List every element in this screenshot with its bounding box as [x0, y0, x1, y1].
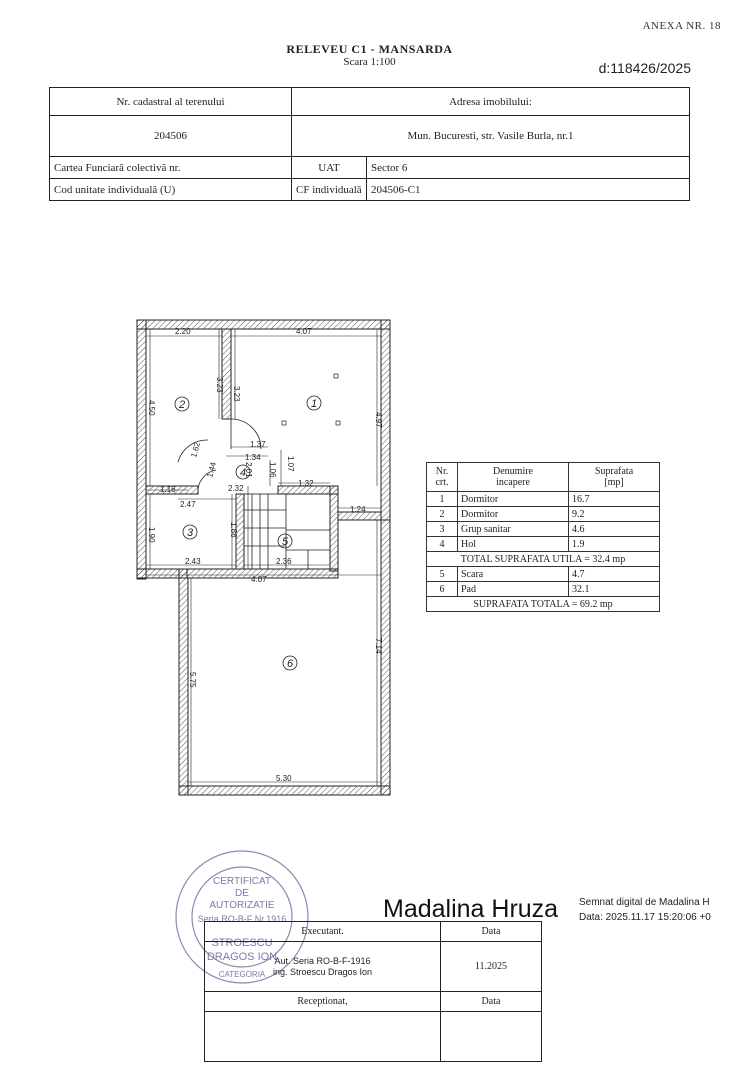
stamp-line: DRAGOS ION — [206, 951, 278, 963]
dim-label: 1.06 — [268, 462, 277, 478]
col-nr-header: Nr. crt. — [427, 463, 458, 492]
stamp-line: DE — [235, 888, 249, 899]
stamp-line: CERTIFICAT — [213, 876, 271, 887]
stamp-line: STROESCU — [211, 937, 273, 949]
dim-label: 1.16 — [160, 485, 176, 494]
dim-label: 1.90 — [147, 527, 156, 543]
dim-label: 5.30 — [276, 774, 292, 783]
wall-pad-bottom — [179, 786, 390, 795]
dim-label: 4.50 — [147, 400, 156, 416]
wall-pad-corner — [179, 569, 187, 578]
total-util-row: TOTAL SUPRAFATA UTILA = 32.4 mp — [427, 552, 660, 567]
cf-individuala-value: 204506-C1 — [367, 179, 690, 201]
signature-line: Data: 2025.11.17 15:20:06 +0 — [579, 912, 711, 923]
dim-label: 4.07 — [251, 575, 267, 584]
dim-label: 1.44 — [205, 461, 218, 479]
dim-label: 2.01 — [244, 462, 253, 478]
executant-label: Executant. — [205, 922, 441, 942]
scale-label: Scara 1:100 — [343, 56, 396, 68]
dim-label: 1.07 — [286, 456, 295, 472]
dim-label: 1.88 — [229, 522, 238, 538]
dim-label: 1.34 — [245, 453, 261, 462]
fixture-3 — [336, 421, 340, 425]
room-number: 4 — [239, 467, 247, 479]
cf-individuala-label: CF individuală — [292, 179, 367, 201]
carte-funciara-label: Cartea Funciară colectivă nr. — [50, 157, 292, 179]
stamp-line: AUTORIZATIE — [209, 900, 275, 911]
dim-label: 2.20 — [175, 327, 191, 336]
dim-label: 4.97 — [374, 412, 383, 428]
fixture-2 — [282, 421, 286, 425]
wall-left-upper — [137, 320, 146, 579]
room-number: 1 — [310, 398, 318, 410]
wall-interior-12 — [222, 329, 231, 419]
dim-label: 1.62 — [189, 441, 202, 459]
rooms-table — [426, 462, 660, 612]
dim-label: 4.07 — [296, 327, 312, 336]
wall-stair-right — [330, 486, 338, 571]
dim-label: 7.14 — [374, 638, 383, 654]
signature-name: Madalina Hruza — [383, 895, 559, 923]
cadastral-header: Nr. cadastral al terenului — [50, 88, 292, 116]
address-header: Adresa imobilului: — [292, 88, 690, 116]
table-row: 6 Pad 32.1 — [427, 582, 660, 597]
table-row: 1 Dormitor 16.7 — [427, 492, 660, 507]
dim-label: 1.24 — [350, 505, 366, 514]
cadastral-number: 204506 — [50, 116, 292, 157]
digital-signature — [579, 895, 711, 925]
room-number: 5 — [281, 536, 289, 548]
col-name-header: Denumire incapere — [458, 463, 569, 492]
col-area-header: Suprafata [mp] — [569, 463, 660, 492]
wall-pad-right — [381, 520, 390, 795]
table-row: 4 Hol 1.9 — [427, 537, 660, 552]
wall-middle — [137, 569, 338, 578]
dim-label: 2.36 — [276, 557, 292, 566]
cod-unitate-label: Cod unitate individuală (U) — [50, 179, 292, 201]
fixture-1 — [334, 374, 338, 378]
dim-label: 3.23 — [215, 377, 224, 393]
data-label: Data — [441, 922, 542, 942]
dim-label: 1.32 — [298, 479, 314, 488]
stamp-line: CATEGORIA — [218, 970, 266, 979]
dim-label: 2.47 — [180, 500, 196, 509]
table-row: 5 Scara 4.7 — [427, 567, 660, 582]
executant-date: 11.2025 — [441, 942, 542, 992]
table-row: 2 Dormitor 9.2 — [427, 507, 660, 522]
approval-table — [204, 921, 542, 1062]
receptionat-label: Receptionat, — [205, 992, 441, 1012]
table-row: 3 Grup sanitar 4.6 — [427, 522, 660, 537]
signature-line: Semnat digital de Madalina H — [579, 897, 710, 908]
annex-label: ANEXA NR. 18 — [642, 20, 721, 32]
total-row: SUPRAFATA TOTALA = 69.2 mp — [427, 597, 660, 612]
uat-value: Sector 6 — [367, 157, 690, 179]
room-number: 3 — [186, 527, 194, 539]
data-label-2: Data — [441, 992, 542, 1012]
document-number: d:118426/2025 — [598, 60, 691, 76]
receptionat-cell — [205, 1012, 441, 1062]
dim-label: 3.23 — [232, 386, 241, 402]
address-value: Mun. Bucuresti, str. Vasile Burla, nr.1 — [292, 116, 690, 157]
dim-label: 2.43 — [185, 557, 201, 566]
executant-details: Aut. Seria RO-B-F-1916 ing. Stroescu Dragos Ion — [205, 942, 441, 992]
dim-label: 5.75 — [188, 672, 197, 688]
room-number: 2 — [178, 399, 186, 411]
dim-label: 1.37 — [250, 440, 266, 449]
room-number: 6 — [286, 658, 294, 670]
page-title: RELEVEU C1 - MANSARDA — [286, 42, 453, 56]
receptionat-date-cell — [441, 1012, 542, 1062]
uat-label: UAT — [292, 157, 367, 179]
dim-label: 2.32 — [228, 484, 244, 493]
wall-pad-left — [179, 578, 188, 795]
stamp-line: Seria RO-B-F Nr.1916 — [197, 914, 287, 924]
